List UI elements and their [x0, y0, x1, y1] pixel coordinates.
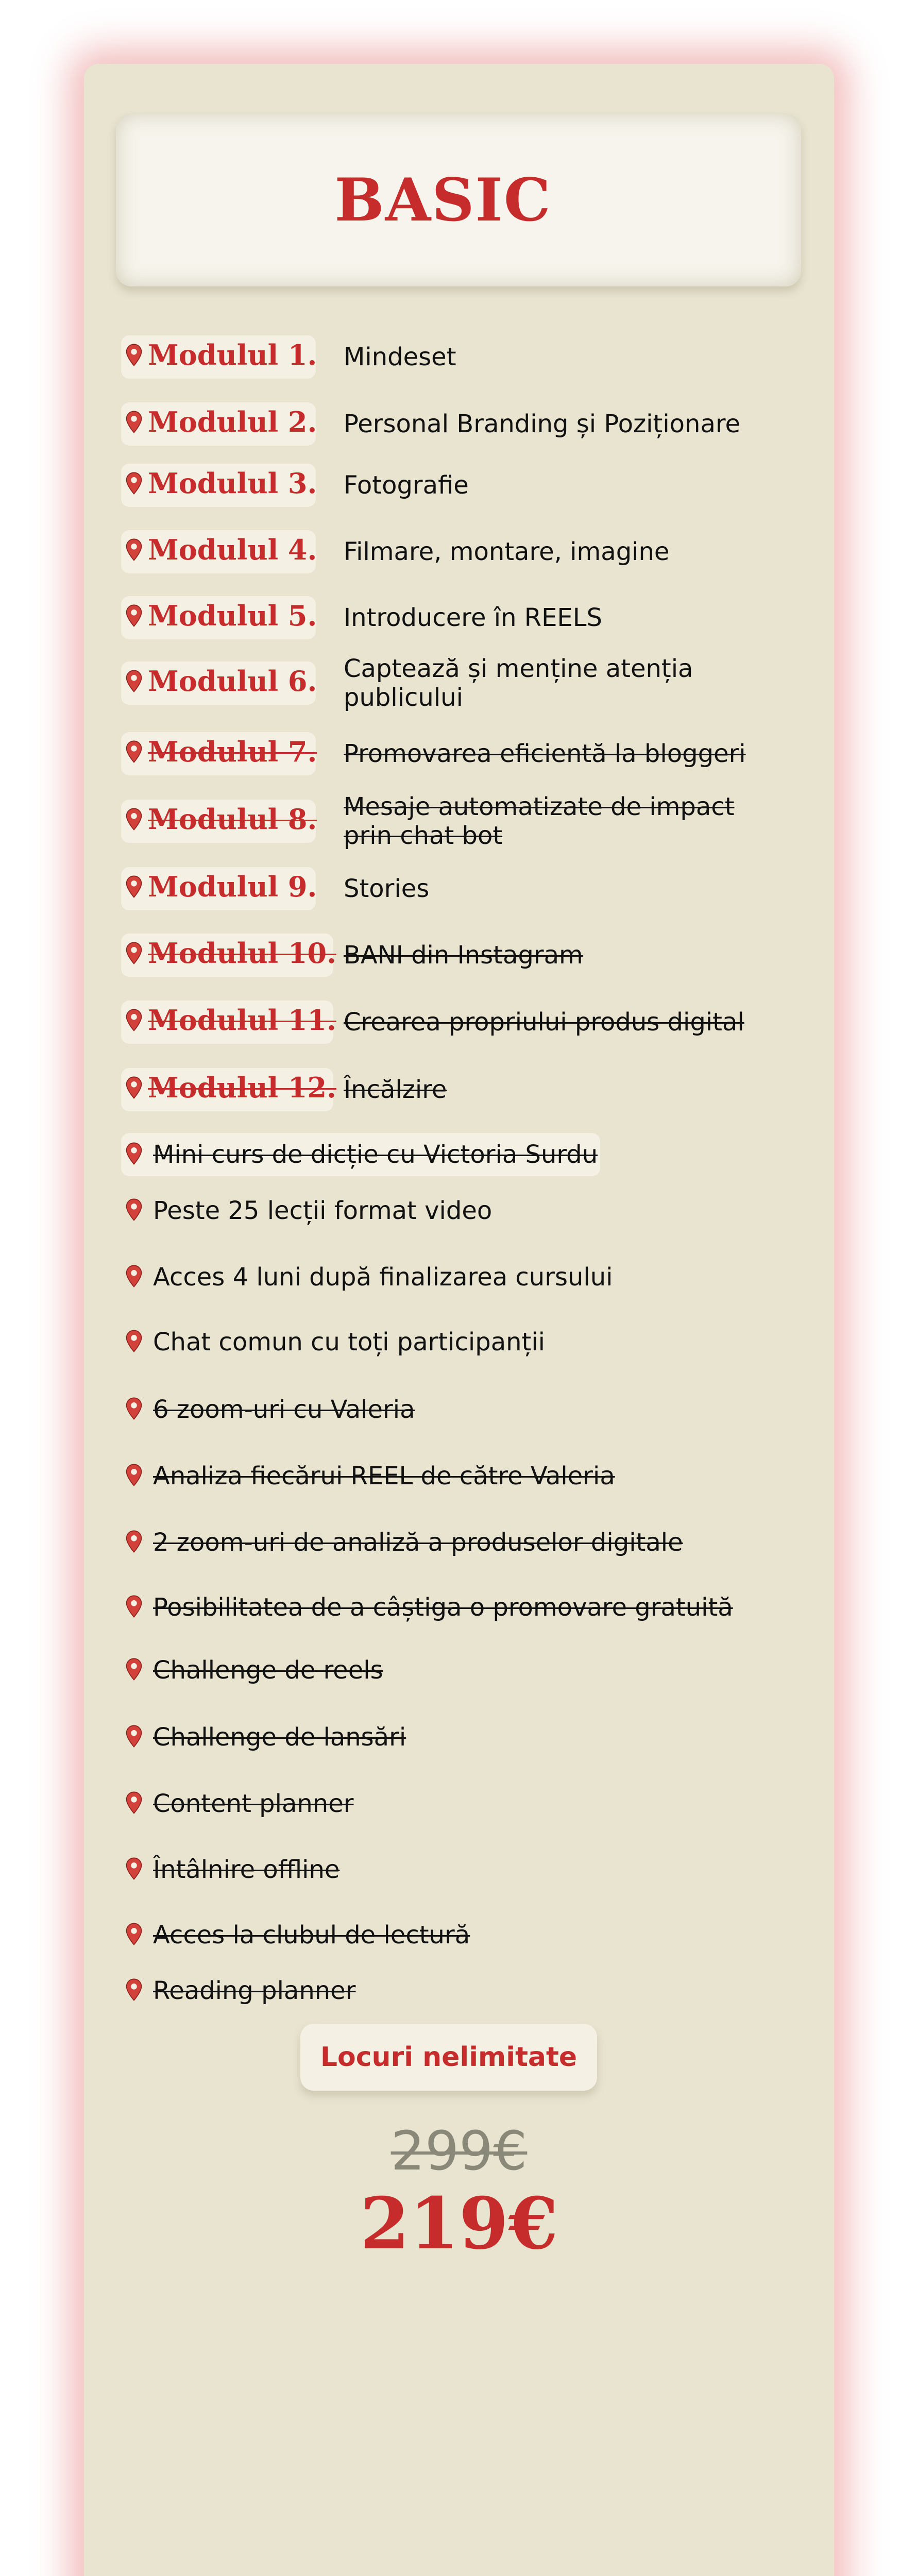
seats-button[interactable]: Locuri nelimitate [300, 2024, 597, 2091]
map-pin-icon [125, 808, 143, 831]
map-pin-icon [125, 1978, 143, 2001]
map-pin-icon [125, 1076, 143, 1099]
current-price: 219€ [360, 2181, 558, 2265]
map-pin-icon [125, 1142, 143, 1165]
map-pin-icon [125, 472, 143, 495]
module-description: BANI din Instagram [344, 941, 583, 970]
map-pin-icon [125, 1725, 143, 1748]
module-number: Modulul 3. [148, 467, 317, 500]
plan-header [116, 113, 801, 286]
module-number: Modulul 10. [148, 937, 336, 970]
module-description: Captează și menține atenția publicului [344, 654, 693, 712]
map-pin-icon [125, 411, 143, 433]
module-number: Modulul 8. [148, 803, 317, 836]
module-description: Mesaje automatizate de impact prin chat bot [344, 792, 735, 850]
module-description: Introducere în REELS [344, 603, 602, 632]
module-description: Personal Branding și Poziționare [344, 410, 741, 438]
map-pin-icon [125, 344, 143, 366]
feature-text: 6 zoom-uri cu Valeria [153, 1395, 415, 1424]
module-description: Filmare, montare, imagine [344, 537, 670, 566]
module-description: Promovarea eficientă la bloggeri [344, 739, 746, 768]
old-price: 299€ [390, 2120, 528, 2182]
map-pin-icon [125, 1009, 143, 1031]
module-number: Modulul 12. [148, 1071, 336, 1104]
map-pin-icon [125, 670, 143, 692]
feature-text: Challenge de reels [153, 1656, 383, 1685]
map-pin-icon [125, 1857, 143, 1880]
map-pin-icon [125, 1397, 143, 1420]
feature-text: Analiza fiecărui REEL de către Valeria [153, 1462, 615, 1490]
module-description: Mindeset [344, 343, 456, 371]
module-number: Modulul 1. [148, 338, 317, 371]
map-pin-icon [125, 1530, 143, 1553]
pricing-card-basic [84, 64, 834, 2576]
map-pin-icon [125, 1595, 143, 1618]
map-pin-icon [125, 942, 143, 964]
module-number: Modulul 7. [148, 735, 317, 768]
map-pin-icon [125, 1198, 143, 1221]
map-pin-icon [125, 538, 143, 561]
feature-text: Posibilitatea de a câștiga o promovare gratuită [153, 1593, 733, 1622]
module-description: Stories [344, 874, 430, 903]
module-number: Modulul 5. [148, 599, 317, 632]
module-description: Încălzire [344, 1075, 447, 1104]
feature-text: 2 zoom-uri de analiză a produselor digitale [153, 1528, 683, 1557]
module-number: Modulul 2. [148, 405, 317, 438]
module-number: Modulul 9. [148, 870, 317, 903]
module-number: Modulul 6. [148, 665, 317, 698]
feature-text: Content planner [153, 1789, 354, 1818]
feature-text: Challenge de lansări [153, 1723, 406, 1752]
feature-text: Peste 25 lecții format video [153, 1196, 493, 1225]
map-pin-icon [125, 1658, 143, 1681]
map-pin-icon [125, 1923, 143, 1945]
feature-text: Acces 4 luni după finalizarea cursului [153, 1263, 613, 1292]
module-description: Crearea propriului produs digital [344, 1008, 744, 1037]
module-number: Modulul 11. [148, 1004, 336, 1037]
feature-text: Întâlnire offline [153, 1855, 340, 1884]
map-pin-icon [125, 1791, 143, 1814]
feature-text: Acces la clubul de lectură [153, 1921, 470, 1950]
feature-text: Mini curs de dicție cu Victoria Surdu [153, 1140, 598, 1169]
map-pin-icon [125, 740, 143, 763]
module-number: Modulul 4. [148, 533, 317, 566]
feature-text: Chat comun cu toți participanții [153, 1328, 546, 1357]
map-pin-icon [125, 1464, 143, 1486]
map-pin-icon [125, 604, 143, 627]
map-pin-icon [125, 875, 143, 898]
plan-title: BASIC [334, 165, 552, 234]
feature-text: Reading planner [153, 1976, 356, 2005]
map-pin-icon [125, 1330, 143, 1352]
module-description: Fotografie [344, 471, 469, 500]
map-pin-icon [125, 1265, 143, 1287]
